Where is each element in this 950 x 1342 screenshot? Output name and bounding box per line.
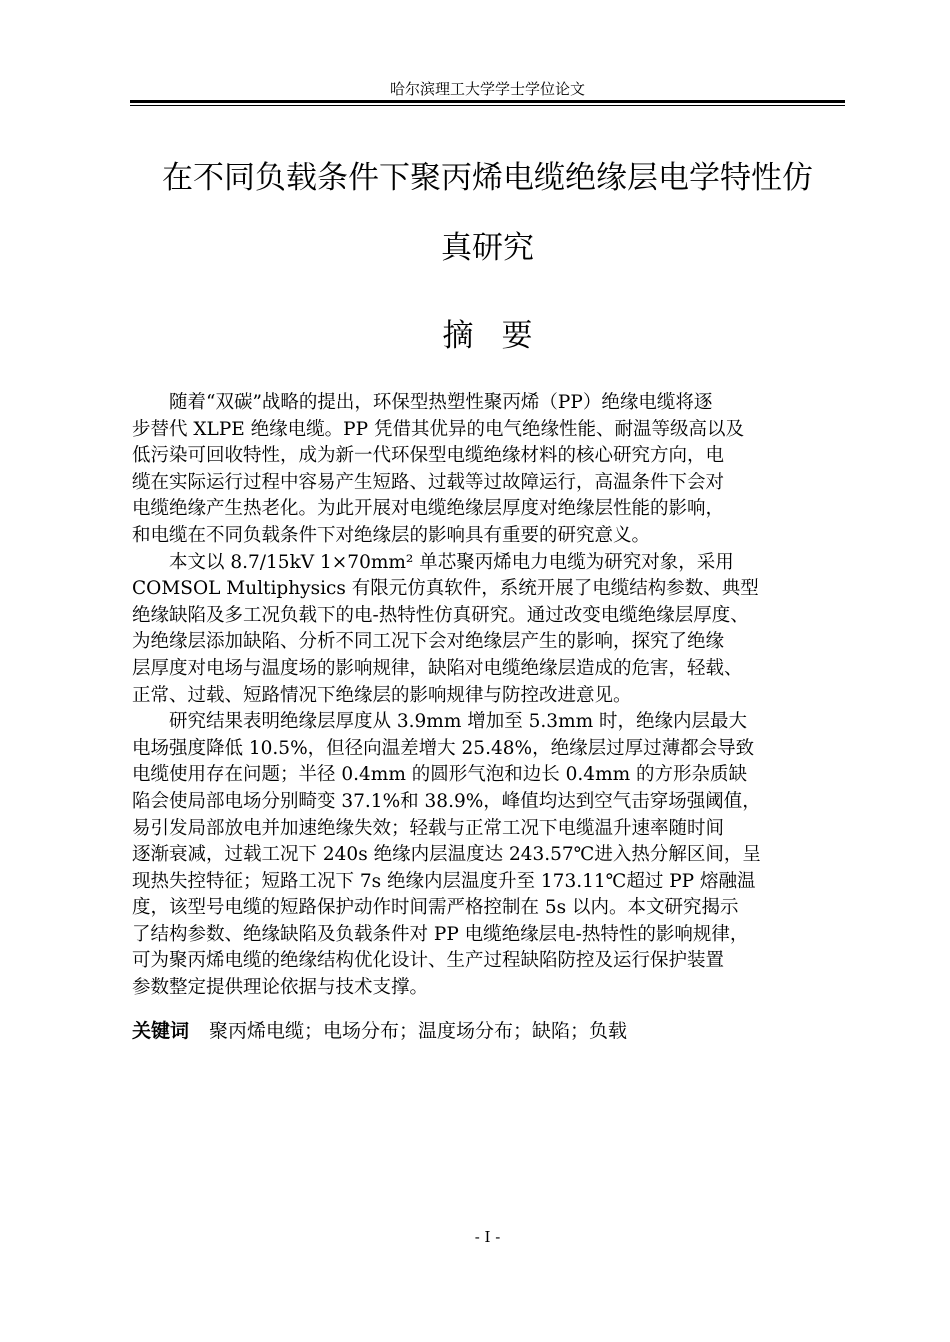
text-line: 步替代 XLPE 绝缘电缆。PP 凭借其优异的电气绝缘性能、耐温等级高以及: [132, 418, 744, 440]
text-line: 易引发局部放电并加速绝缘失效；轻载与正常工况下电缆温升速率随时间: [132, 817, 725, 839]
running-header: 哈尔滨理工大学学士学位论文: [389, 80, 585, 98]
keywords-line: [132, 1018, 627, 1044]
text-line: 电场强度降低 10.5%，但径向温差增大 25.48%，绝缘层过厚过薄都会导致: [132, 737, 755, 759]
keywords-text: 聚丙烯电缆；电场分布；温度场分布；缺陷；负载: [209, 1020, 628, 1042]
text-line: 层厚度对电场与温度场的影响规律，缺陷对电缆绝缘层造成的危害，轻载、: [132, 657, 743, 679]
text-line: 本文以 8.7/15kV 1×70mm² 单芯聚丙烯电力电缆为研究对象，采用: [169, 551, 734, 573]
abstract-paragraph-2: [132, 550, 846, 710]
text-line: 现热失控特征；短路工况下 7s 绝缘内层温度升至 173.11℃超过 PP 熔融温: [132, 870, 756, 892]
text-line: 参数整定提供理论依据与技术支撑。: [132, 977, 429, 999]
text-line: 和电缆在不同负载条件下对绝缘层的影响具有重要的研究意义。: [132, 524, 651, 546]
text-line: 研究结果表明绝缘层厚度从 3.9mm 增加至 5.3mm 时，绝缘内层最大: [169, 711, 748, 733]
thesis-title-line-2: 真研究: [441, 230, 534, 266]
abstract-paragraph-1: [132, 390, 846, 550]
text-line: 正常、过载、短路情况下绝缘层的影响规律与防控改进意见。: [132, 684, 632, 706]
abstract-paragraph-3: [132, 709, 846, 1002]
text-line: 电缆绝缘产生热老化。为此开展对电缆绝缘层厚度对绝缘层性能的影响，: [132, 498, 725, 520]
text-line: 了结构参数、绝缘缺陷及负载条件对 PP 电缆绝缘层电-热特性的影响规律，: [132, 923, 749, 945]
text-line: 为绝缘层添加缺陷、分析不同工况下会对绝缘层产生的影响，探究了绝缘: [132, 631, 725, 653]
text-line: 可为聚丙烯电缆的绝缘结构优化设计、生产过程缺陷防控及运行保护装置: [132, 950, 725, 972]
text-line: COMSOL Multiphysics 有限元仿真软件，系统开展了电缆结构参数、典型: [132, 578, 759, 600]
text-line: 陷会使局部电场分别畸变 37.1%和 38.9%，峰值均达到空气击穿场强阈值，: [132, 790, 761, 812]
abstract-heading: 摘要: [442, 318, 561, 354]
header-rule-thick: [130, 100, 845, 103]
text-line: 随着“双碳”战略的提出，环保型热塑性聚丙烯（PP）绝缘电缆将逐: [169, 392, 713, 413]
text-line: 逐渐衰减，过载工况下 240s 绝缘内层温度达 243.57℃进入热分解区间，呈: [132, 844, 761, 866]
text-line: 电缆使用存在问题；半径 0.4mm 的圆形气泡和边长 0.4mm 的方形杂质缺: [132, 764, 748, 786]
text-line: 低污染可回收特性，成为新一代环保型电缆绝缘材料的核心研究方向，电: [132, 445, 725, 467]
thesis-title-line-1: 在不同负载条件下聚丙烯电缆绝缘层电学特性仿: [162, 160, 813, 196]
text-line: 度，该型号电缆的短路保护动作时间需严格控制在 5s 以内。本文研究揭示: [132, 897, 739, 919]
keywords-label: 关键词: [132, 1020, 190, 1042]
page-number: - I -: [474, 1228, 501, 1246]
abstract-body: [132, 390, 846, 1002]
header-rule-thin: [130, 105, 845, 106]
text-line: 缆在实际运行过程中容易产生短路、过载等过故障运行，高温条件下会对: [132, 471, 725, 493]
text-line: 绝缘缺陷及多工况负载下的电-热特性仿真研究。通过改变电缆绝缘层厚度、: [132, 604, 749, 626]
